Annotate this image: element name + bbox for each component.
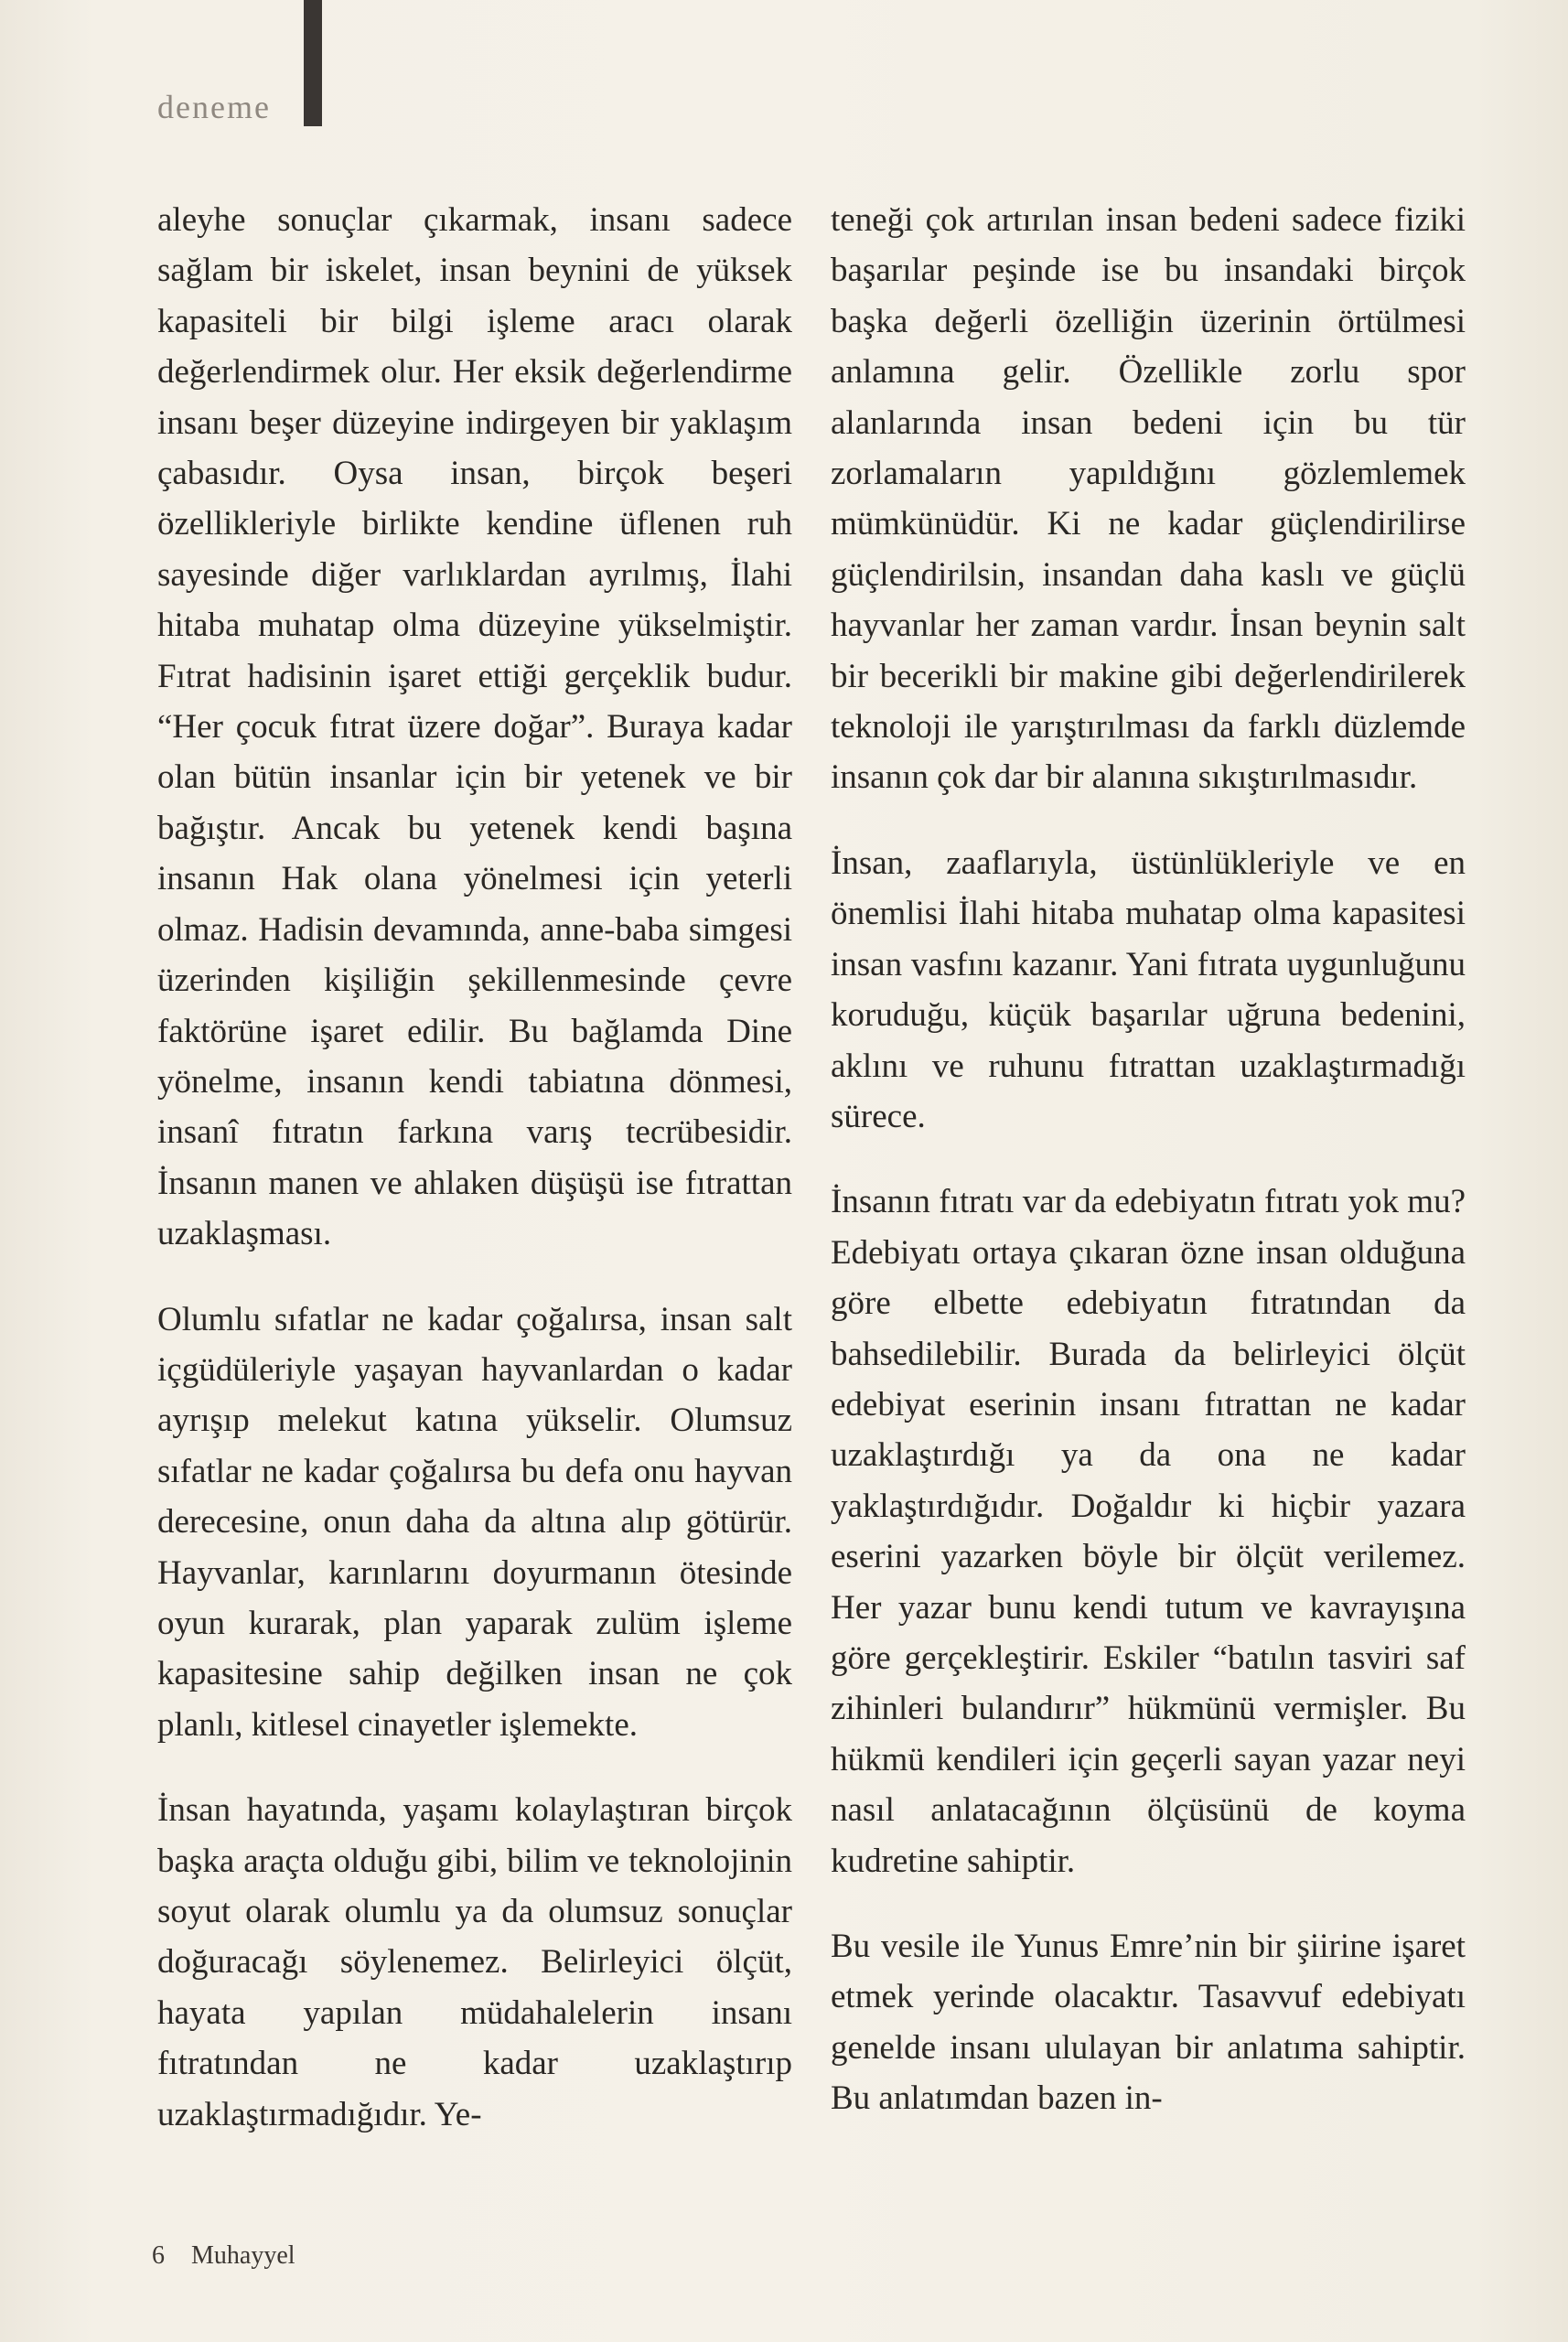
paragraph: aleyhe sonuçlar çıkarmak, insanı sadece sağlam bir iskelet, insan beynini de yüksek kapasiteli bir bilgi işleme aracı olarak değerlendirmek olur. Her eksik değerlendirme insanı beşer düzeyine indirgeyen bir yaklaşım çabasıdır. Oysa insan, birçok beşeri özellikleriyle birlikte kendine üflenen ruh sayesinde diğer varlıklardan ayrılmış, İlahi hitaba muhatap olma düzeyine yükselmiştir. Fıtrat hadisinin işaret ettiği gerçeklik budur. “Her çocuk fıtrat üzere doğar”. Buraya kadar olan bütün insanlar için bir yetenek ve bir bağıştır. Ancak bu yetenek kendi başına insanın Hak olana yönelmesi için yeterli olmaz. Hadisin devamında, anne-baba simgesi üzerinden kişiliğin şekillenmesinde çevre faktörüne işaret edilir. Bu bağlamda Dine yönelme, insanın kendi tabiatına dönmesi, insanî fıtratın farkına varış tecrübesidir. İnsanın manen ve ahlaken düşüşü ise fıtrattan uzaklaşması. bbox=[157, 201, 792, 1253]
section-marker-bar bbox=[304, 0, 322, 126]
page-number: 6 bbox=[152, 2241, 165, 2270]
paragraph: Bu vesile ile Yunus Emre’nin bir şiirine işaret etmek yerinde olacaktır. Tasavvuf edebiyatı genelde insanı ululayan bir anlatıma sahiptir. Bu anlatımdan bazen in- bbox=[831, 1928, 1466, 2118]
paragraph: İnsan hayatında, yaşamı kolaylaştıran birçok başka araçta olduğu gibi, bilim ve teknolojinin soyut olarak olumlu ya da olumsuz sonuçlar doğuracağı söylenemez. Belirleyici ölçüt, hayata yapılan müdahalelerin insanı fıtratından ne kadar uzaklaştırıp uzaklaştırmadığıdır. Ye- bbox=[157, 1791, 792, 2133]
page-footer bbox=[152, 2241, 295, 2271]
section-label: deneme bbox=[157, 89, 271, 125]
paragraph: İnsanın fıtratı var da edebiyatın fıtratı yok mu? Edebiyatı ortaya çıkaran özne insan olduğuna göre elbette edebiyatın fıtratından da bahsedilebilir. Burada da belirleyici ölçüt edebiyat eserinin insanı fıtrattan ne kadar uzaklaştırdığı ya da ona ne kadar yaklaştırdığıdır. Doğaldır ki hiçbir yazara eserini yazarken böyle bir ölçüt verilemez. Her yazar bunu kendi tutum ve kavrayışına göre gerçekleştirir. Eskiler “batılın tasviri saf zihinleri bulandırır” hükmünü vermişler. Bu hükmü kendileri için geçerli sayan yazar neyi nasıl anlatacağının ölçüsünü de koyma kudretine sahiptir. bbox=[831, 1183, 1466, 1880]
right-column bbox=[831, 195, 1466, 2159]
paragraph: teneği çok artırılan insan bedeni sadece fiziki başarılar peşinde ise bu insandaki birçok başka değerli özelliğin üzerinin örtülmesi anlamına gelir. Özellikle zorlu spor alanlarında insan bedeni için bu tür zorlamaların yapıldığını gözlemlemek mümkünüdür. Ki ne kadar güçlendirilirse güçlendirilsin, insandan daha kaslı ve güçlü hayvanlar her zaman vardır. İnsan beynin salt bir becerikli bir makine gibi değerlendirilerek teknoloji ile yarıştırılması da farklı düzlemde insanın çok dar bir alanına sıkıştırılmasıdır. bbox=[831, 201, 1466, 797]
magazine-name: Muhayyel bbox=[191, 2241, 295, 2270]
paragraph: Olumlu sıfatlar ne kadar çoğalırsa, insan salt içgüdüleriyle yaşayan hayvanlardan o kadar ayrışıp melekut katına yükselir. Olumsuz sıfatlar ne kadar çoğalırsa bu defa onu hayvan derecesine, onun daha da altına alıp götürür. Hayvanlar, karınlarını doyurmanın ötesinde oyun kurarak, plan yaparak zulüm işleme kapasitesine sahip değilken insan ne çok planlı, kitlesel cinayetler işlemekte. bbox=[157, 1300, 792, 1744]
paragraph: İnsan, zaaflarıyla, üstünlükleriyle ve en önemlisi İlahi hitaba muhatap olma kapasitesi insan vasfını kazanır. Yani fıtrata uygunluğunu koruduğu, küçük başarılar uğruna bedenini, aklını ve ruhunu fıtrattan uzaklaştırmadığı sürece. bbox=[831, 843, 1466, 1135]
left-column bbox=[157, 195, 792, 2175]
